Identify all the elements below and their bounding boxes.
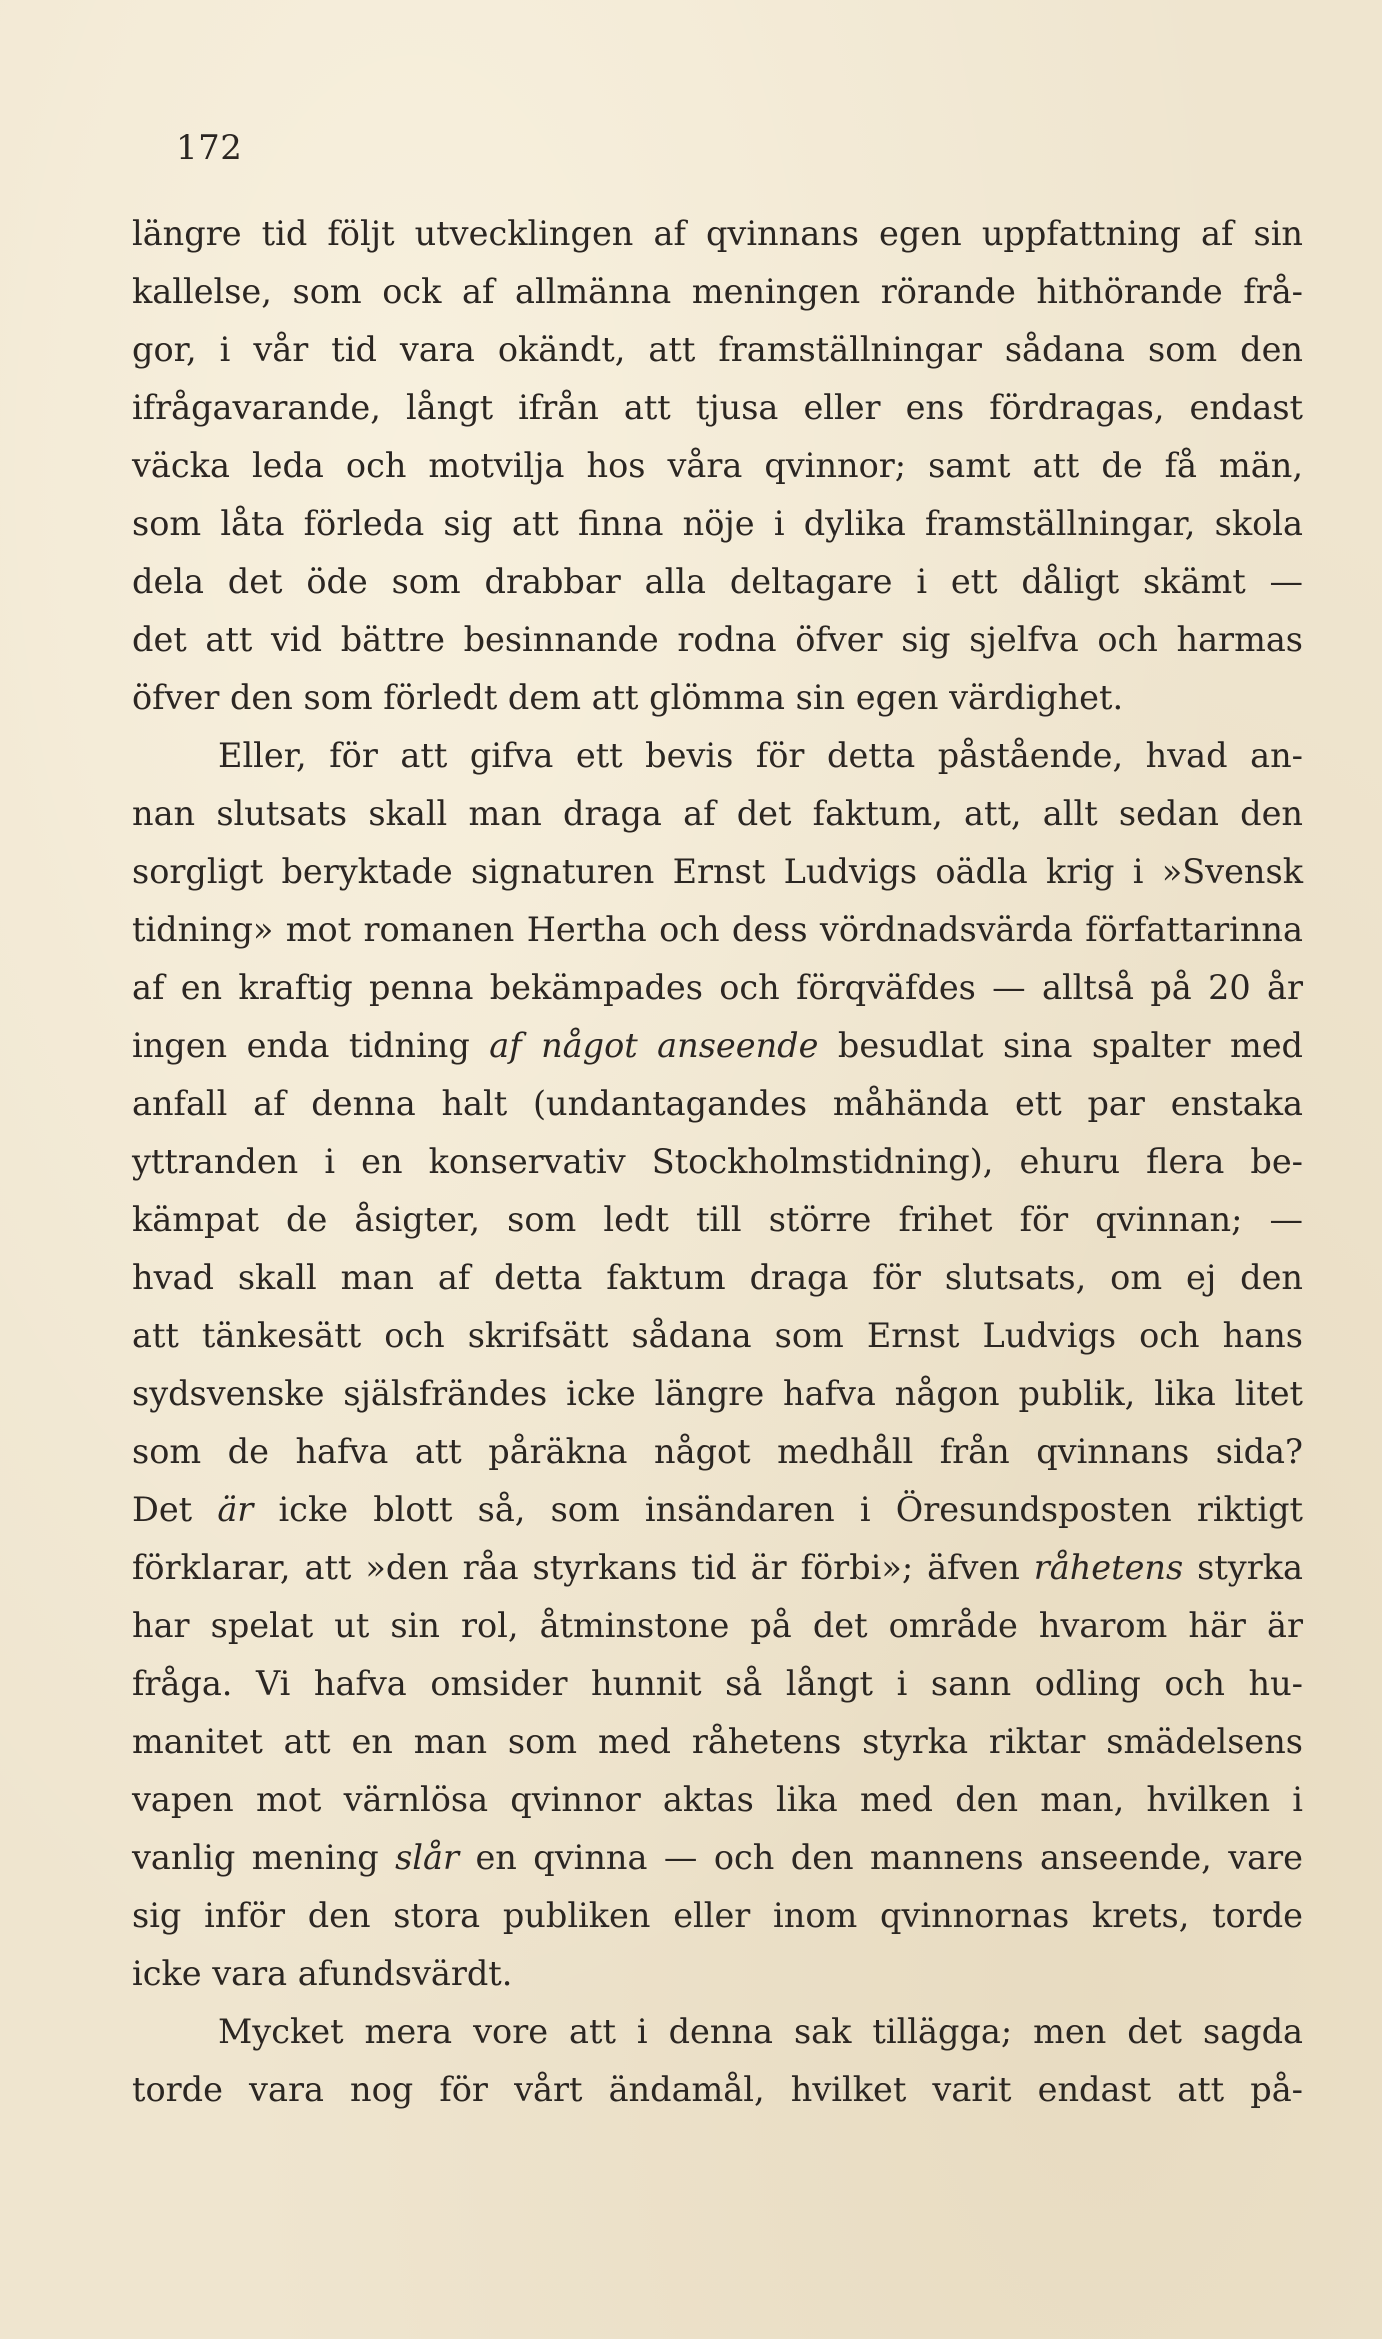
text-segment: längre tid följt utvecklingen af qvinnans egen uppfattning af sin	[132, 214, 1303, 253]
text-line	[132, 1887, 1303, 1945]
text-segment: hvad skall man af detta faktum draga för slutsats, om ej den	[132, 1258, 1303, 1297]
italic-text: af något anseende	[489, 1026, 819, 1065]
text-line	[132, 1945, 1303, 2003]
text-line	[132, 553, 1303, 611]
text-line	[132, 1655, 1303, 1713]
text-line	[132, 785, 1303, 843]
text-line	[132, 611, 1303, 669]
body-text	[132, 205, 1303, 2119]
text-line	[132, 379, 1303, 437]
text-line	[132, 901, 1303, 959]
text-segment: det att vid bättre besinnande rodna öfver sig sjelfva och harmas	[132, 620, 1303, 659]
text-line	[132, 1307, 1303, 1365]
text-segment: ingen enda tidning	[132, 1026, 490, 1065]
page-number: 172	[176, 128, 243, 168]
text-segment: anfall af denna halt (undantagandes måhända ett par enstaka	[132, 1084, 1303, 1123]
text-line	[132, 727, 1303, 785]
text-segment: Mycket mera vore att i denna sak tillägga; men det sagda	[218, 2012, 1303, 2051]
text-segment: väcka leda och motvilja hos våra qvinnor; samt att de få män,	[132, 446, 1303, 485]
text-line	[132, 263, 1303, 321]
text-segment: sydsvenske själsfrändes icke längre hafva någon publik, lika litet	[132, 1374, 1303, 1413]
italic-text: slår	[395, 1838, 460, 1877]
text-line	[132, 2061, 1303, 2119]
text-line	[132, 1713, 1303, 1771]
text-segment: en qvinna — och den mannens anseende, vare	[459, 1838, 1303, 1877]
text-segment: vapen mot värnlösa qvinnor aktas lika med den man, hvilken i	[132, 1780, 1303, 1819]
text-line	[132, 1249, 1303, 1307]
text-line	[132, 1017, 1303, 1075]
text-segment: dela det öde som drabbar alla deltagare i ett dåligt skämt —	[132, 562, 1303, 601]
text-segment: icke blott så, som insändaren i Öresundsposten riktigt	[253, 1490, 1303, 1529]
text-segment: manitet att en man som med råhetens styrka riktar smädelsens	[132, 1722, 1303, 1761]
text-line	[132, 1539, 1303, 1597]
text-segment: som de hafva att påräkna något medhåll från qvinnans sida?	[132, 1432, 1303, 1471]
text-segment: kallelse, som ock af allmänna meningen rörande hithörande frå-	[132, 272, 1303, 311]
text-line	[132, 1597, 1303, 1655]
text-segment: sorgligt beryktade signaturen Ernst Ludvigs oädla krig i »Svensk	[132, 852, 1303, 891]
text-line	[132, 1365, 1303, 1423]
text-segment: torde vara nog för vårt ändamål, hvilket varit endast att på-	[132, 2070, 1303, 2109]
text-line	[132, 1771, 1303, 1829]
text-segment: nan slutsats skall man draga af det faktum, att, allt sedan den	[132, 794, 1303, 833]
text-segment: styrka	[1183, 1548, 1304, 1587]
text-segment: Eller, för att gifva ett bevis för detta påstående, hvad an-	[218, 736, 1303, 775]
text-segment: sig inför den stora publiken eller inom qvinnornas krets, torde	[132, 1896, 1303, 1935]
text-line	[132, 321, 1303, 379]
text-line	[132, 1075, 1303, 1133]
text-segment: Det	[132, 1490, 218, 1529]
italic-text: råhetens	[1033, 1548, 1184, 1587]
text-line	[132, 1829, 1303, 1887]
text-line	[132, 1481, 1303, 1539]
text-segment: af en kraftig penna bekämpades och förqväfdes — alltså på 20 år	[132, 968, 1303, 1007]
text-line	[132, 205, 1303, 263]
text-segment: fråga. Vi hafva omsider hunnit så långt i sann odling och hu-	[132, 1664, 1303, 1703]
text-segment: öfver den som förledt dem att glömma sin egen värdighet.	[132, 678, 1124, 717]
text-segment: tidning» mot romanen Hertha och dess vördnadsvärda författarinna	[132, 910, 1303, 949]
text-line	[132, 2003, 1303, 2061]
text-line	[132, 437, 1303, 495]
text-line	[132, 1423, 1303, 1481]
text-segment: besudlat sina spalter med	[818, 1026, 1303, 1065]
text-segment: kämpat de åsigter, som ledt till större frihet för qvinnan; —	[132, 1200, 1303, 1239]
text-segment: förklarar, att »den råa styrkans tid är förbi»; äfven	[132, 1548, 1034, 1587]
text-line	[132, 669, 1303, 727]
text-segment: icke vara afundsvärdt.	[132, 1954, 513, 1993]
text-line	[132, 959, 1303, 1017]
text-line	[132, 843, 1303, 901]
text-line	[132, 1133, 1303, 1191]
text-segment: gor, i vår tid vara okändt, att framställningar sådana som den	[132, 330, 1303, 369]
text-line	[132, 1191, 1303, 1249]
text-segment: som låta förleda sig att finna nöje i dylika framställningar, skola	[132, 504, 1303, 543]
text-segment: att tänkesätt och skrifsätt sådana som Ernst Ludvigs och hans	[132, 1316, 1303, 1355]
italic-text: är	[217, 1490, 254, 1529]
text-segment: vanlig mening	[132, 1838, 396, 1877]
text-line	[132, 495, 1303, 553]
text-segment: yttranden i en konservativ Stockholmstidning), ehuru flera be-	[132, 1142, 1303, 1181]
text-segment: ifrågavarande, långt ifrån att tjusa eller ens fördragas, endast	[132, 388, 1303, 427]
text-segment: har spelat ut sin rol, åtminstone på det område hvarom här är	[132, 1606, 1303, 1645]
